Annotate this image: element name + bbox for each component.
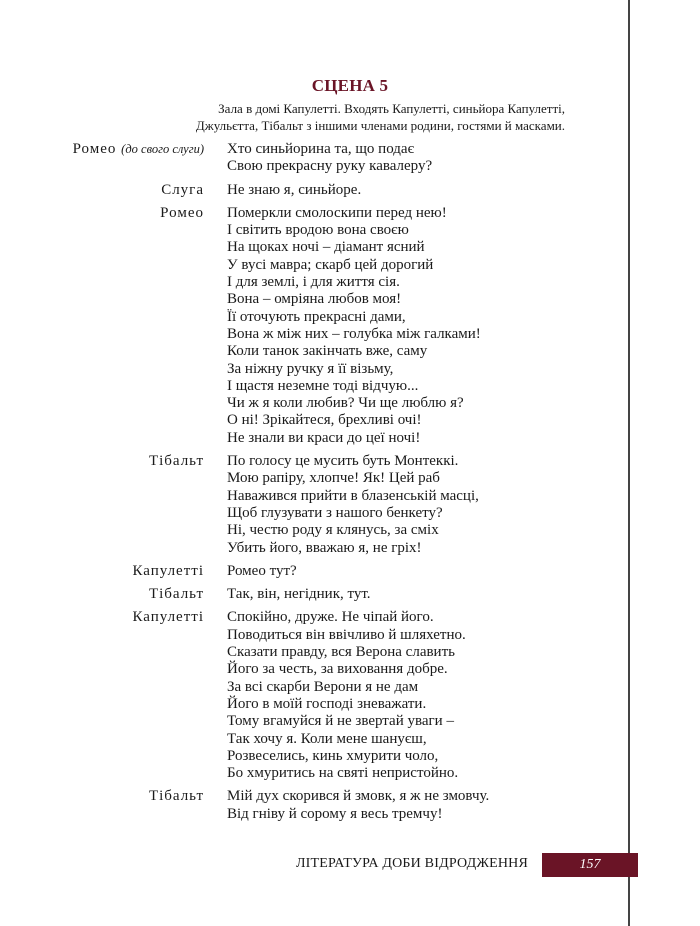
speech-block bbox=[60, 205, 620, 447]
speech-block bbox=[60, 453, 620, 557]
speech-block bbox=[60, 609, 620, 782]
speaker-label: Ромео bbox=[160, 204, 204, 221]
verse-line: Сказати правду, вся Верона славить bbox=[227, 644, 455, 661]
speaker-label: Слуга bbox=[161, 181, 204, 198]
speech-block bbox=[60, 788, 620, 823]
verse-line: Свою прекрасну руку кавалеру? bbox=[227, 158, 433, 175]
verse-lines bbox=[227, 205, 481, 447]
page-edge-line bbox=[628, 0, 630, 926]
speech-block bbox=[60, 586, 620, 603]
speaker-name bbox=[60, 788, 204, 823]
verse-line: Її оточують прекрасні дами, bbox=[227, 308, 406, 325]
speaker-name bbox=[60, 609, 204, 782]
speaker-name bbox=[60, 586, 204, 603]
verse-line: Вона – омріяна любов моя! bbox=[227, 291, 402, 308]
verse-line: Розвеселись, кинь хмурити чоло, bbox=[227, 747, 439, 764]
speaker-label: Тібальт bbox=[148, 453, 204, 470]
verse-line: Мій дух скорився й змовк, я ж не змовчу. bbox=[227, 788, 490, 805]
verse-line: Так, він, негідник, тут. bbox=[227, 586, 371, 603]
verse-line: Тому вгамуйся й не звертай уваги – bbox=[227, 713, 454, 730]
verse-line: Чи ж я коли любив? Чи ще люблю я? bbox=[227, 395, 464, 412]
speaker-name bbox=[60, 563, 204, 580]
verse-line: Не знаю я, синьйоре. bbox=[227, 181, 362, 198]
speaker-stage-note: (до свого слуги) bbox=[121, 142, 204, 156]
speaker-label: Капулетті bbox=[132, 562, 204, 579]
verse-line: Бо хмуритись на святі непристойно. bbox=[227, 765, 459, 782]
verse-line: Спокійно, друже. Не чіпай його. bbox=[227, 609, 434, 626]
speaker-name bbox=[60, 141, 204, 176]
verse-line: Його в моїй господі зневажати. bbox=[227, 695, 427, 712]
verse-line: Убить його, вважаю я, не гріх! bbox=[227, 539, 422, 556]
verse-line: Не знали ви краси до цеї ночі! bbox=[227, 429, 421, 446]
stage-direction-line: Джульєтта, Тібальт з іншими членами родини, гостями й масками. bbox=[195, 118, 565, 133]
verse-line: Так хочу я. Коли мене шануєш, bbox=[227, 730, 427, 747]
footer-title: ЛІТЕРАТУРА ДОБИ ВІДРОДЖЕННЯ bbox=[295, 856, 528, 871]
verse-lines bbox=[227, 788, 489, 823]
verse-line: Коли танок закінчать вже, саму bbox=[227, 343, 428, 360]
verse-line: Ромео тут? bbox=[227, 562, 297, 579]
verse-lines bbox=[227, 182, 361, 199]
speaker-name bbox=[60, 182, 204, 199]
verse-line: Наважився прийти в блазенській масці, bbox=[227, 487, 479, 504]
verse-line: За ніжну ручку я її візьму, bbox=[227, 360, 394, 377]
speech-block bbox=[60, 182, 620, 199]
stage-direction bbox=[95, 100, 565, 134]
verse-line: Його за честь, за виховання добре. bbox=[227, 661, 448, 678]
verse-line: По голосу це мусить буть Монтеккі. bbox=[227, 453, 459, 470]
verse-lines bbox=[227, 141, 432, 176]
verse-line: Щоб глузувати з нашого бенкету? bbox=[227, 504, 443, 521]
verse-line: За всі скарби Верони я не дам bbox=[227, 678, 419, 695]
verse-line: Хто синьйорина та, що подає bbox=[227, 141, 415, 157]
speech-block bbox=[60, 563, 620, 580]
verse-line: У вусі мавра; скарб цей дорогий bbox=[227, 256, 434, 273]
verse-line: Від гніву й сорому я весь тремчу! bbox=[227, 805, 443, 822]
speaker-label: Тібальт bbox=[148, 788, 204, 805]
verse-lines bbox=[227, 609, 466, 782]
verse-line: Померкли смолоскипи перед нею! bbox=[227, 204, 447, 221]
scene-title: СЦЕНА 5 bbox=[311, 76, 389, 95]
footer bbox=[295, 853, 638, 877]
verse-line: І для землі, і для життя сія. bbox=[227, 274, 400, 291]
verse-line: І щастя неземне тоді відчую... bbox=[227, 377, 419, 394]
verse-lines bbox=[227, 586, 371, 603]
speaker-label: Капулетті bbox=[132, 609, 204, 626]
verse-lines bbox=[227, 453, 479, 557]
verse-line: Мою рапіру, хлопче! Як! Цей раб bbox=[227, 470, 440, 487]
speech-block bbox=[60, 141, 620, 176]
verse-line: Ні, честю роду я клянусь, за сміх bbox=[227, 522, 439, 539]
verse-line: Вона ж між них – голубка між галками! bbox=[227, 325, 481, 342]
verse-line: На щоках ночі – діамант ясний bbox=[227, 239, 425, 256]
verse-lines bbox=[227, 563, 297, 580]
stage-direction-line: Зала в домі Капулетті. Входять Капулетті, синьйора Капулетті, bbox=[218, 101, 565, 116]
verse-line: О ні! Зрікайтеся, брехливі очі! bbox=[227, 412, 422, 429]
dialogue bbox=[60, 141, 620, 829]
speaker-label: Тібальт bbox=[148, 586, 204, 603]
speaker-name bbox=[60, 453, 204, 557]
page-number: 157 bbox=[542, 853, 638, 877]
verse-line: Поводиться він ввічливо й шляхетно. bbox=[227, 626, 466, 643]
verse-line: І світить вродою вона своєю bbox=[227, 222, 409, 239]
speaker-name bbox=[60, 205, 204, 447]
speaker-label: Ромео bbox=[72, 141, 117, 157]
